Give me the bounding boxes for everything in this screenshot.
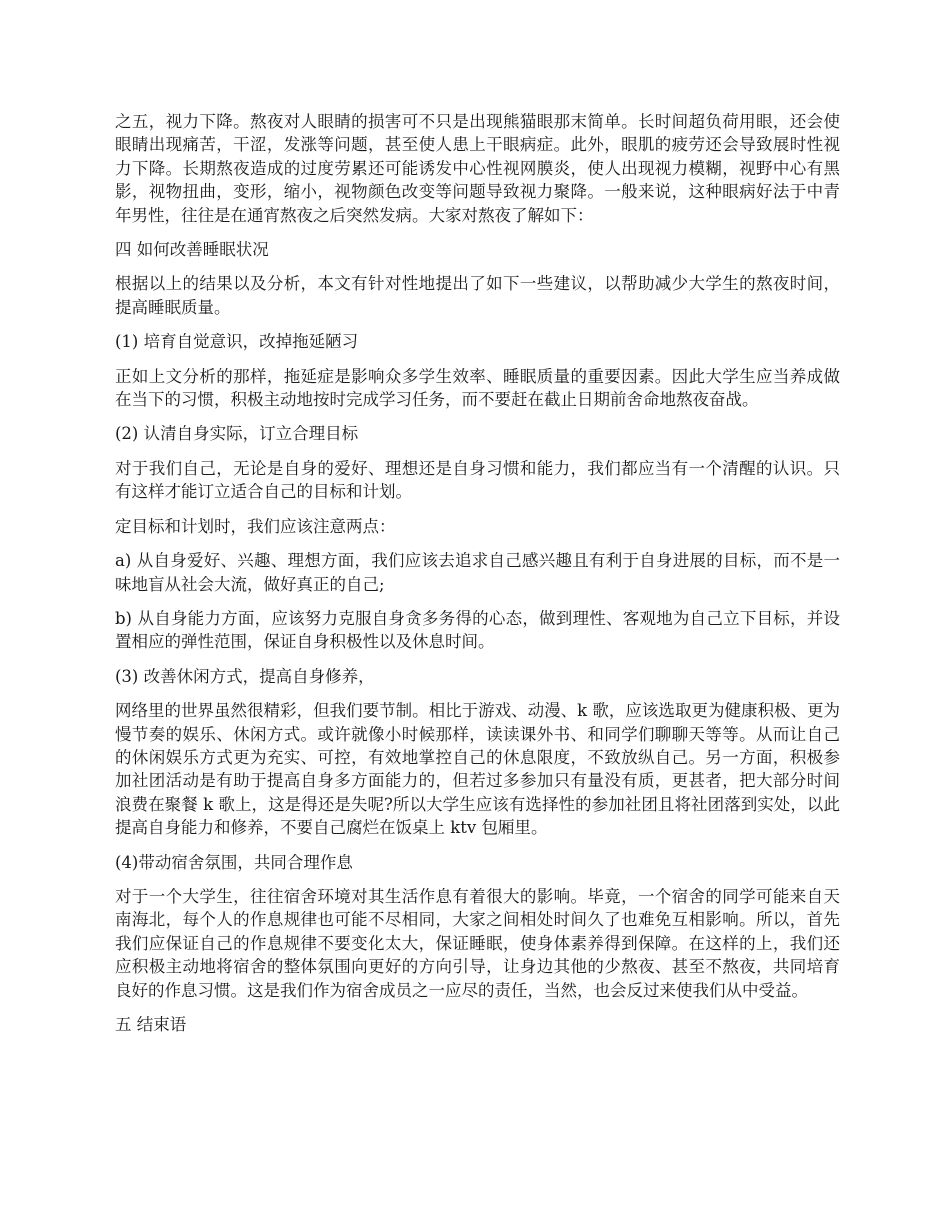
subheading-1: (1) 培育自觉意识，改掉拖延陋习 — [115, 332, 359, 352]
list-item-a: a) 从自身爱好、兴趣、理想方面，我们应该去追求自己感兴趣且有利于自身进展的目标，而不是一味地盲从社会大流，做好真正的自己; — [115, 551, 840, 594]
paragraph-vision-decline: 之五，视力下降。熬夜对人眼睛的损害可不只是出现熊猫眼那末简单。长时间超负荷用眼，还会使眼睛出现痛苦，干涩，发涨等问题，甚至使人患上干眼病症。此外，眼肌的疲劳还会导致展时性视力下降。长期熬夜造成的过度劳累还可能诱发中心性视网膜炎，使人出现视力模糊，视野中心有黑影，视物扭曲，变形，缩小，视物颜色改变等问题导致视力聚降。一般来说，这种眼病好法于中青年男性，往往是在通宵熬夜之后突然发病。大家对熬夜了解如下： — [115, 112, 840, 225]
section-heading-conclusion: 五 结束语 — [115, 1015, 187, 1034]
paragraph-self-awareness: 对于我们自己，无论是自身的爱好、理想还是自身习惯和能力，我们都应当有一个清醒的认识。只有这样才能订立适合自己的目标和计划。 — [115, 458, 840, 502]
subheading-2: (2) 认清自身实际，订立合理目标 — [115, 424, 359, 444]
paragraph-procrastination: 正如上文分析的那样，拖延症是影响众多学生效率、睡眠质量的重要因素。因此大学生应当养成做在当下的习惯，积极主动地按时完成学习任务，而不要赶在截止日期前舍命地熬夜奋战。 — [115, 366, 840, 410]
paragraph-dormitory: 对于一个大学生，往往宿舍环境对其生活作息有着很大的影响。毕竟，一个宿舍的同学可能来自天南海北，每个人的作息规律也可能不尽相同，大家之间相处时间久了也难免互相影响。所以，首先我们应保证自己的作息规律不要变化太大，保证睡眠，使身体素养得到保障。在这样的上，我们还应积极主动地将宿舍的整体氛围向更好的方向引导，让身边其他的少熬夜、甚至不熬夜，共同培育良好的作息习惯。这是我们作为宿舍成员之一应尽的责任，当然，也会反过来使我们从中受益。 — [115, 886, 840, 1000]
list-item-b: b) 从自身能力方面，应该努力克服自身贪多务得的心态，做到理性、客观地为自己立下目标，并设置相应的弹性范围，保证自身积极性以及休息时间。 — [115, 608, 840, 652]
paragraph-two-points: 定目标和计划时，我们应该注意两点： — [115, 516, 396, 536]
subheading-4: (4)带动宿舍氛围，共同合理作息 — [115, 852, 353, 872]
document-body — [115, 110, 840, 1047]
paragraph-intro-suggestions: 根据以上的结果以及分析，本文有针对性地提出了如下一些建议，以帮助减少大学生的熬夜时间，提高睡眠质量。 — [115, 274, 840, 317]
section-heading-improve-sleep: 四 如何改善睡眠状况 — [115, 240, 269, 260]
paragraph-leisure: 网络里的世界虽然很精彩，但我们要节制。相比于游戏、动漫、k 歌，应该选取更为健康积极、更为慢节奏的娱乐、休闲方式。或许就像小时候那样，读读课外书、和同学们聊聊天等等。从而让自己的休闲娱乐方式更为充实、可控，有效地掌控自己的休息限度，不致放纵自己。另一方面，积极参加社团活动是有助于提高自身多方面能力的，但若过多参加只有量没有质，更甚者，把大部分时间浪费在聚餐 k 歌上，这是得还是失呢?所以大学生应该有选择性的参加社团且将社团落到实处，以此提高自身能力和修养，不要自己腐烂在饭桌上 ktv 包厢里。 — [115, 701, 840, 838]
subheading-3: (3) 改善休闲方式，提高自身修养， — [115, 666, 375, 686]
